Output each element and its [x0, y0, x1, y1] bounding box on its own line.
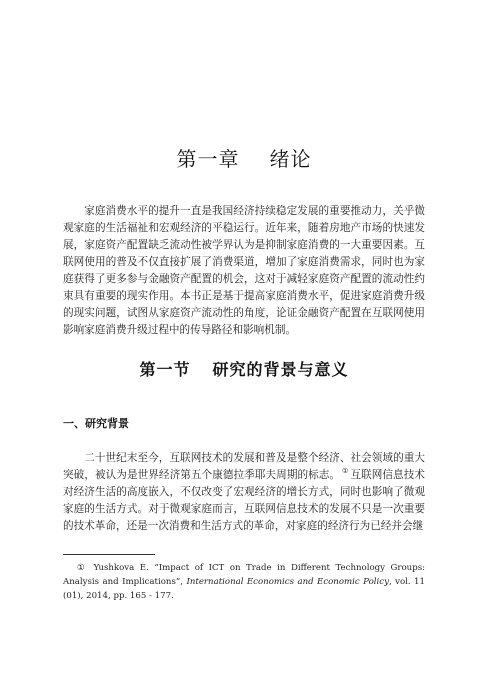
- footnote-divider: [63, 554, 155, 555]
- footnote-reference[interactable]: ①: [342, 467, 349, 476]
- section-name: 研究的背景与意义: [212, 360, 349, 379]
- subsection-title: 一、研究背景: [63, 417, 129, 430]
- chapter-name: 绪论: [269, 147, 312, 171]
- background-paragraph: [63, 450, 425, 535]
- footnote-suffix: , vol. 11 (01), 2014, pp. 165 - 177.: [63, 577, 425, 601]
- footnote-marker: ①: [77, 563, 88, 573]
- footnote-prefix: Yushkova E. “Impact of ICT on Trade in Different Technology Groups: Analysis and Implications”,: [63, 563, 425, 587]
- section-label: 第一节: [139, 360, 191, 379]
- chapter-title: [0, 143, 488, 172]
- intro-paragraph: 家庭消费水平的提升一直是我国经济持续稳定发展的重要推动力，关乎微观家庭的生活福祉和宏观经济的平稳运行。近年来，随着房地产市场的快速发展，家庭资产配置缺乏流动性被学界认为是抑制家庭消费的一大重要因素。互联网使用的普及不仅直接扩展了消费渠道，增加了家庭消费需求，同时也为家庭获得了更多参与金融资产配置的机会，这对于减轻家庭资产配置的流动性约束具有重要的现实作用。本书正是基于提高家庭消费水平，促进家庭消费升级的现实问题，试图从家庭资产流动性的角度，论证金融资产配置在互联网使用影响家庭消费升级过程中的传导路径和影响机制。: [63, 205, 425, 336]
- section-title: [0, 357, 488, 380]
- footnote-journal: International Economics and Economic Policy: [186, 577, 389, 587]
- background-text-before-ref: 二十世纪末至今，互联网技术的发展和普及是整个经济、社会领域的重大突破，被认为是世界经济第五个康德拉季耶夫周期的标志。: [63, 452, 425, 481]
- footnote: [63, 561, 425, 603]
- background-text-after-ref: 互联网信息技术对经济生活的高度嵌入，不仅改变了宏观经济的增长方式，同时也影响了微观家庭的生活方式。对于微观家庭而言，互联网信息技术的发展不只是一次重要的技术革命，还是一次消费和生活方式的革命，对家庭的经济行为已经并会继: [63, 469, 425, 532]
- chapter-label: 第一章: [176, 147, 240, 171]
